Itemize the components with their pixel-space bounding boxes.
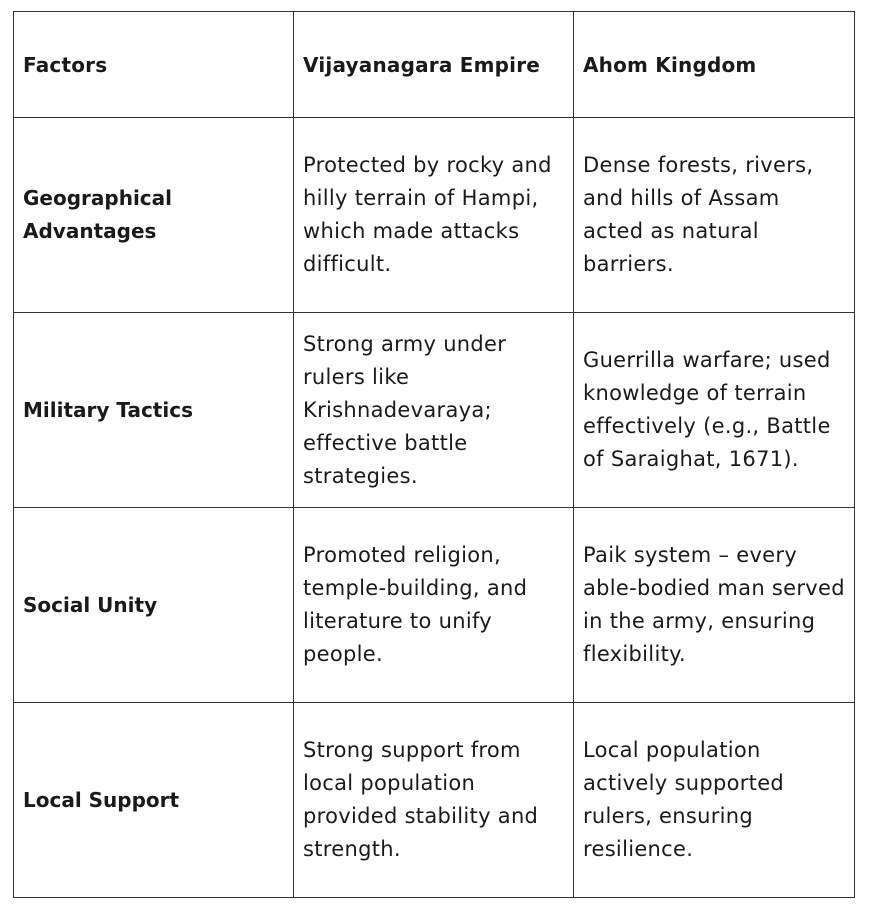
vijayanagara-cell: Protected by rocky and hilly terrain of Hampi, which made attacks difficult. (294, 118, 574, 313)
ahom-cell: Guerrilla warfare; used knowledge of terrain effectively (e.g., Battle of Saraighat, 1671). (574, 313, 855, 508)
ahom-cell: Local population actively supported rulers, ensuring resilience. (574, 703, 855, 898)
factor-cell: Social Unity (14, 508, 294, 703)
table-row (14, 508, 855, 703)
factor-cell: Military Tactics (14, 313, 294, 508)
header-ahom-kingdom: Ahom Kingdom (574, 12, 855, 118)
table-row (14, 118, 855, 313)
comparison-table (13, 11, 855, 898)
vijayanagara-cell: Promoted religion, temple-building, and literature to unify people. (294, 508, 574, 703)
ahom-cell: Paik system – every able-bodied man served in the army, ensuring flexibility. (574, 508, 855, 703)
table-row (14, 313, 855, 508)
header-vijayanagara-empire: Vijayanagara Empire (294, 12, 574, 118)
ahom-cell: Dense forests, rivers, and hills of Assam acted as natural barriers. (574, 118, 855, 313)
vijayanagara-cell: Strong support from local population provided stability and strength. (294, 703, 574, 898)
table-row (14, 703, 855, 898)
table-header-row (14, 12, 855, 118)
vijayanagara-cell: Strong army under rulers like Krishnadevaraya; effective battle strategies. (294, 313, 574, 508)
factor-cell: Local Support (14, 703, 294, 898)
header-factors: Factors (14, 12, 294, 118)
factor-cell: Geographical Advantages (14, 118, 294, 313)
